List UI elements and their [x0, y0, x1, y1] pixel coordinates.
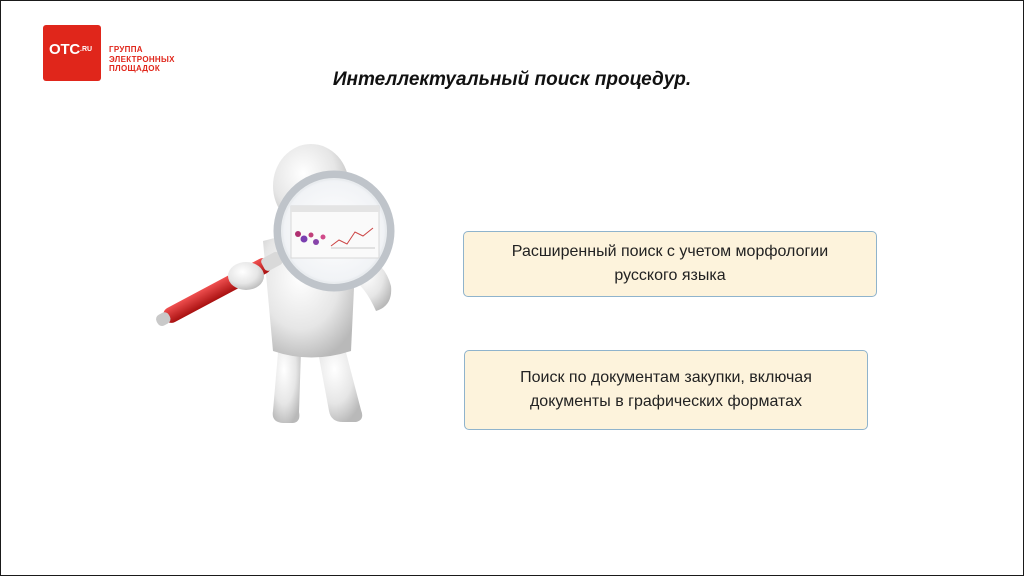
feature-card-morphology: [463, 231, 877, 297]
magnifier-figure-illustration: [151, 136, 421, 431]
figure-with-magnifier-icon: [151, 136, 421, 431]
slide-title: Интеллектуальный поиск процедур.: [332, 69, 692, 90]
logo-caption-line: ПЛОЩАДОК: [109, 64, 161, 73]
feature-card-documents: [464, 350, 868, 430]
feature-card-text: Расширенный поиск с учетом морфологии: [511, 243, 829, 260]
feature-card-text: документы в графических форматах: [529, 393, 803, 410]
feature-card-text: Поиск по документам закупки, включая: [520, 369, 812, 386]
logo-caption-line: ГРУППА: [109, 45, 143, 54]
feature-card-text: русского языка: [614, 267, 726, 284]
logo-sub-text: .RU: [80, 46, 93, 53]
logo-main-text: OTC: [49, 41, 81, 58]
logo-caption-line: ЭЛЕКТРОННЫХ: [109, 54, 175, 64]
